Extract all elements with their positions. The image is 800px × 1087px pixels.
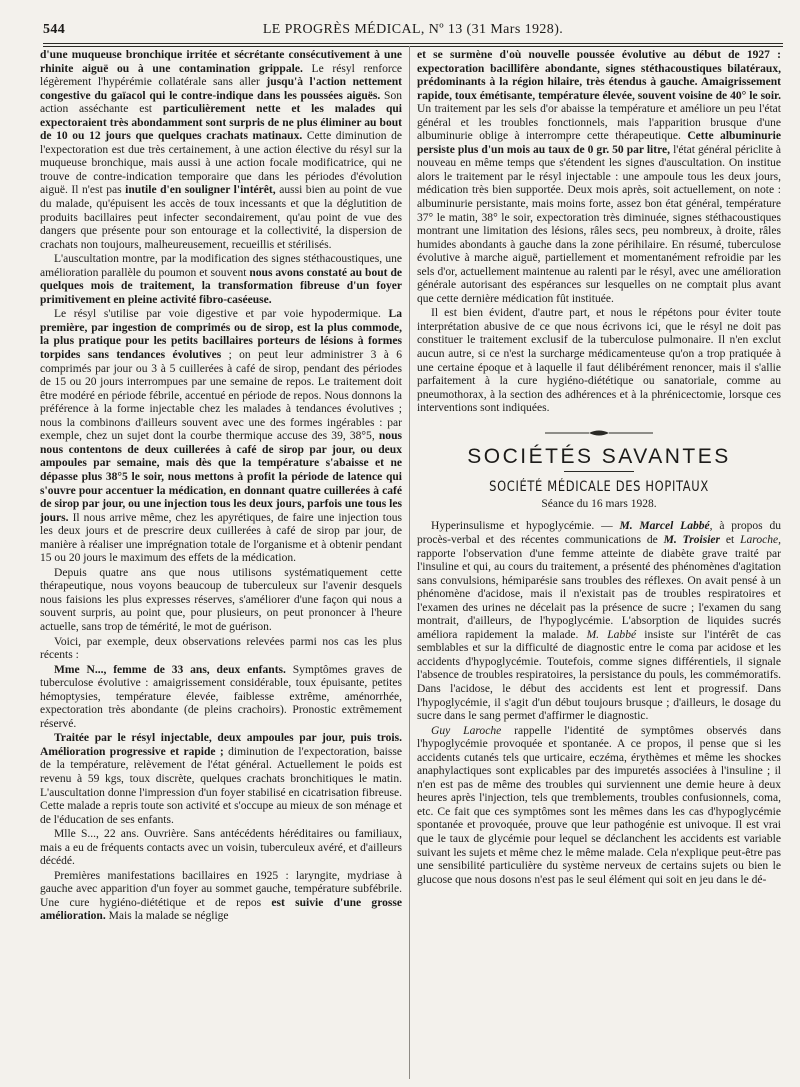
text-run: d'une muqueuse bronchique irritée et sécrétante consécutivement à une rhinite aiguë ou à une contamination grippale. bbox=[40, 49, 402, 75]
text-run: Premières manifestations bacillaires en 1925 : laryngite, mydriase à gauche avec apparition d'un foyer au sommet gauche, température subfébrile. Une cure hygiéno-diététique et de repos bbox=[40, 869, 402, 909]
text-run: nous nous contentons de deux cuillerées à café de sirop par jour, ou deux ampoules par semaine, mais dès que la température s'abaisse et ne dépasse plus 38°5 le soir, nous mettons à profit la période de latence qui s'ouvre pour accentuer la médication, en donnant quatre cuillerées à café de sirop par jour, ou une injection tous les deux jours, parfois une tous les jours. bbox=[40, 430, 402, 524]
society-title: SOCIÉTÉ MÉDICALE DES HOPITAUX bbox=[489, 479, 709, 496]
paragraph bbox=[417, 307, 781, 415]
paragraph bbox=[40, 253, 402, 307]
text-run: l'état général périclite à nouveau en même temps que s'étendent les signes d'auscultation. On institue alors le traitement par le résyl injectable : une ampoule tous les deux jours, médication très bien supportée. Deux mois après, soit actuellement, on note : albuminurie persistante, mais moins forte, assez bon état général, température 37° le matin, 38° le soir, expectoration très diminuée, signes stéthacoustiques montrant une limitation des lésions, râles secs, peu nombreux, à droite, râles humides abondants à gauche dans la zone périhilaire. bbox=[417, 143, 781, 251]
text-run: diminution de l'expectoration, baisse de la température, relèvement de l'état général. Actuellement le poids est revenu à 59 kgs, toux discrète, quelques crachats bronchitiques le matin. L'auscultation donne l'impression d'un foyer stabilisé en cicatrisation fibreuse. Cette malade a repris toute son activité et s'occupe au mieux de son ménage et de l'éducation de ses enfants. bbox=[40, 745, 402, 826]
text-run: L'auscultation montre, par la modification des signes stéthacoustiques, une amélioration parallèle du poumon et souvent bbox=[40, 253, 402, 279]
text-run: , rapporte l'observation d'une femme atteinte de diabète grave traité par l'insuline et qui, au cours du traitement, a présenté des phénomènes d'agitation sans convulsions, hémiparésie sans troubles des réflexes. On avait pensé à un phénomène d'acidose, mais il n'existait pas de troubles respiratoires et l'examen des urines ne décelait pas la présence de sucre ; l'examen du sang montrait, d'ailleurs, de l'hypoglycémie. L'absorption de liquides sucrés améliora rapidement la malade. bbox=[417, 533, 781, 641]
left-column bbox=[40, 49, 402, 1079]
running-header bbox=[43, 20, 783, 42]
text-run: M. Troisier bbox=[663, 533, 721, 546]
paragraph bbox=[417, 49, 781, 306]
text-run: inutile d'en souligner l'intérêt, bbox=[125, 184, 280, 197]
column-separator bbox=[409, 46, 410, 1079]
paragraph bbox=[40, 567, 402, 635]
header-rule-top bbox=[43, 43, 783, 44]
section-title: SOCIÉTÉS SAVANTES bbox=[467, 444, 731, 468]
text-run: Cette diminution de l'expectoration est due très certainement, à une action élective du résyl sur la muqueuse bronchique, mais aussi à une action focale modificatrice, qui ne trouve de contre-indication temporaire que dans les périodes d'évolution aiguë. Il n'est pas bbox=[40, 130, 402, 197]
session-date: Séance du 16 mars 1928. bbox=[541, 497, 657, 510]
ornament-divider bbox=[543, 428, 655, 438]
paragraph bbox=[40, 49, 402, 252]
text-run: est suivie d'une grosse amélioration. bbox=[40, 896, 402, 923]
text-run: Symptômes graves de tuberculose évolutive : amaigrissement considérable, toux épuisante, petites hémoptysies, température élevée, faiblesse extrême, aménorrhée, expectoration très abondante (de pleins crachoirs). Pronostic extrêmement réservé. bbox=[40, 663, 402, 730]
text-run: rappelle l'identité de symptômes observés dans l'hypoglycémie provoquée et spontanée. A ce propos, il pense que si les accidents cutanés tels que urticaire, eczéma, érythèmes et même les shockes anaphylactiques sont explicables par des impuretés associées à l'insuline ; il n'en est pas de même des troubles qui surviennent une demie heure à deux heures après l'injection, tels que tremblements, troubles confusionnels, coma, etc. Ce fait que ces symptômes sont les mêmes dans les cas d'hypoglycémie spontanée et provoquée, prouve que leur pathogénie est univoque. Il est vrai que le taux de glycémie pour lequel se déclanchent les accidents est variable suivant les sujets et même chez le même malade. Cela n'explique peut-être pas une sensibilité particulière du système nerveux de certains sujets ou bien le glucose que nous dosons n'est pas le seul élément qui soit en jeu dans le dé- bbox=[417, 724, 781, 886]
text-run: Le résyl renforce légèrement l'hypérémie collatérale sans aller bbox=[40, 62, 402, 89]
section-rule bbox=[564, 471, 634, 472]
text-run: Traitée par le résyl injectable, deux ampoules par jour, puis trois. Amélioration progressive et rapide ; bbox=[40, 732, 402, 758]
text-run: M. Labbé bbox=[586, 628, 637, 641]
text-run: Depuis quatre ans que nous utilisons systématiquement cette thérapeutique, nous voyons beaucoup de tuberculeux sur l'avenir desquels nous faisions les plus expresses réserves, s'améliorer d'une façon qui nous a souvent surpris, au point que, pour plusieurs, on peut prononcer à l'heure actuelle, sans trop de témérité, le mot de guérison. bbox=[40, 566, 402, 633]
text-run: Son action asséchante est bbox=[40, 89, 402, 116]
text-run: Il nous arrive même, chez les apyrétiques, de faire une injection tous les deux jours et de prescrire deux cuillerées à café de sirop par jour, de manière à réaliser une imprégnation totale de l'organisme et à obtenir pendant 15 ou 20 jours le maximum des effets de la médication. bbox=[40, 511, 402, 565]
running-title: LE PROGRÈS MÉDICAL, Nº 13 (31 Mars 1928). bbox=[262, 22, 564, 37]
text-run: insiste sur l'intérêt de cas semblables et sur la difficulté de diagnostic entre le coma par acidose et les accidents d'hypoglycémie. Toutefois, comme signes différentiels, il signale l'absence de troubles respiratoires, la persistance du pouls, les commémoratifs. Dans l'acidose, le début des accidents est lent et progressif. Dans l'hypoglycémie, il s'agit d'un début toujours brusque ; d'ailleurs, le dosage du sucre dans le sang permet d'affirmer le diagnostic. bbox=[417, 628, 781, 723]
text-run: Un traitement par les sels d'or abaisse la température et améliore un peu l'état général et les troubles fonctionnels, mais l'apparition brusque d'une albuminurie oblige à interrompre cette thérapeutique. bbox=[417, 103, 781, 143]
text-run: et bbox=[720, 533, 741, 546]
case-report bbox=[40, 870, 402, 924]
text-run: Mlle S..., 22 ans. Ouvrière. Sans antécédents héréditaires ou familiaux, mais a eu de fréquents contacts avec un voisin, tuberculeux avéré, et d'ailleurs décédé. bbox=[40, 828, 402, 868]
text-run: La première, par ingestion de comprimés ou de sirop, est la plus commode, la plus pratique pour les petits bacillaires porteurs de lésions à formes torpides sans tendances évolutives bbox=[40, 308, 402, 362]
text-run: ; on peut leur administrer 3 à 6 comprimés par jour ou 3 à 5 cuillerées à café de sirop, pendant des périodes de 15 ou 20 jours interrompues par une semaine de repos. Le traitement doit être modéré en période fébrile, accentué en période de repos. Nous donnons la préférence à la forme injectable chez les malades à tendances évolutives ; nous la combinons d'ailleurs souvent avec une des formes ingérables : par exemple, chez un sujet dont la courbe thermique accuse des 39, 38°5, bbox=[40, 349, 402, 443]
text-run: jusqu'à l'action nettement congestive du gaïacol qui le contre-indique dans les poussées aiguës. bbox=[40, 76, 402, 102]
case-report bbox=[40, 732, 402, 827]
text-run: En résumé, tuberculose évolutive à marche aiguë, partiellement et momentanément refroidie par les sels d'or, actuellement maintenue au ralenti par le résyl, avec une amélioration générale autorisant des espérances sur lesquelles on ne comptait plus avant que cette dernière médication fût instituée. bbox=[417, 238, 781, 305]
page-number: 544 bbox=[43, 22, 66, 37]
text-run: Cette albuminurie persiste plus d'un mois au taux de 0 gr. 50 par litre, bbox=[417, 130, 781, 156]
text-run: Le résyl s'utilise par voie digestive et par voie hypodermique. bbox=[54, 308, 389, 321]
text-run: M. Marcel Labbé bbox=[619, 520, 710, 533]
text-run: Voici, par exemple, deux observations relevées parmi nos cas les plus récents : bbox=[40, 635, 402, 662]
paragraph bbox=[40, 308, 402, 565]
text-run: Mme N..., femme de 33 ans, deux enfants. bbox=[54, 663, 293, 676]
text-run: et se surmène d'où nouvelle poussée évolutive au début de 1927 : expectoration bacillifère abondante, signes stéthacoustiques bilatéraux, prédominants à la région hilaire, très étendus à gauche. Amaigrissement rapide, toux émétisante, température élevée, souvent voisine de 40° le soir. bbox=[417, 49, 781, 102]
paragraph bbox=[40, 636, 402, 663]
text-run: Hyperinsulisme et hypoglycémie. — bbox=[431, 520, 620, 533]
paragraph bbox=[417, 725, 781, 888]
text-run: Mais la malade se néglige bbox=[108, 910, 229, 923]
text-run: Il est bien évident, d'autre part, et nous le répétons pour éviter toute interprétation abusive de ce que nous écrivons ici, que le résyl ne doit pas constituer le traitement exclusif de la tuberculose pulmonaire. Il n'en exclut aucun autre, si ce n'est la surcharge médicamenteuse qu'on a trop pratiquée à une certaine époque et à laquelle il faut délibérément renoncer, mais il s'allie parfaitement à la cure hygiéno-diététique ou sanatoriale, comme au pneumothorax, à la section des adhérences et à la phrénicectomie, lorsque ces interventions sont indiquées. bbox=[417, 307, 781, 415]
text-run: Guy Laroche bbox=[431, 724, 502, 737]
text-run: particulièrement nette et les malades qui expectoraient très abondamment sont surpris de ne plus éliminer au bout de 10 ou 12 jours que quelques crachats matinaux. bbox=[40, 103, 402, 143]
paragraph bbox=[417, 520, 781, 723]
case-report bbox=[40, 664, 402, 732]
right-column bbox=[417, 49, 781, 1079]
text-run: aussi bien au point de vue du malade, qu'épuisent les accès de toux incessants et que la déglutition de produits bacillaires peut infecter secondairement, qu'au point de vue des dangers que présente pour son entourage et la collectivité, la dispersion de crachats non toujours, malheureusement, recueillis et stérilisés. bbox=[40, 184, 402, 251]
case-report bbox=[40, 828, 402, 869]
text-run: , à propos du procès-verbal et des récentes communications de bbox=[417, 520, 781, 546]
text-run: Laroche bbox=[740, 533, 779, 546]
text-run: nous avons constaté au bout de quelques mois de traitement, la transformation fibreuse d'un foyer primitivement en pleine activité fibro-caséeuse. bbox=[40, 266, 402, 306]
header-rule-bottom bbox=[43, 46, 783, 47]
